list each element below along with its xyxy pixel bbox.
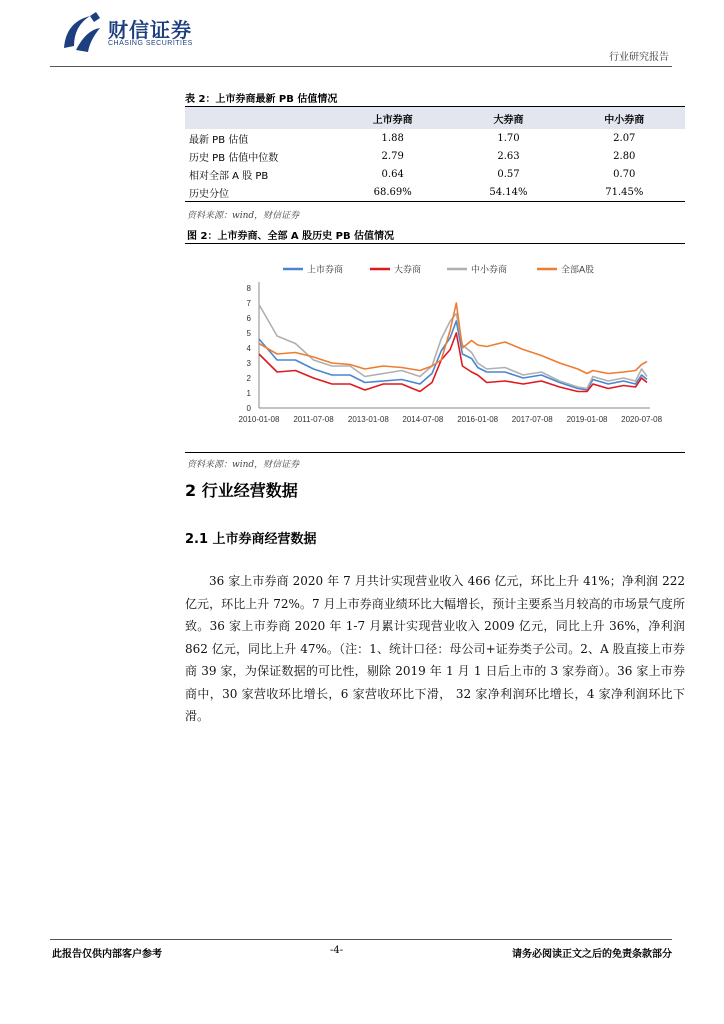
x-tick-label: 2019-01-08 xyxy=(566,415,608,424)
table-cell: 0.70 xyxy=(613,168,636,180)
table-header-cell: 大券商 xyxy=(453,107,563,130)
table-header-cell: 中小券商 xyxy=(564,107,685,130)
figure-top-rule xyxy=(185,243,685,244)
y-tick-label: 6 xyxy=(246,314,251,323)
x-tick-label: 2011-07-08 xyxy=(293,415,334,424)
section-heading: 2 行业经营数据 xyxy=(185,481,298,500)
table-cell: 2.79 xyxy=(381,150,404,162)
x-tick-label: 2013-01-08 xyxy=(347,415,389,424)
table-cell: 54.14% xyxy=(453,183,563,202)
y-tick-label: 2 xyxy=(246,374,251,383)
table-row xyxy=(185,147,685,165)
x-tick-label: 2016-01-08 xyxy=(457,415,499,424)
figure-bottom-rule xyxy=(185,452,685,453)
table-row xyxy=(185,129,685,147)
series-line xyxy=(259,303,647,374)
x-tick-label: 2010-01-08 xyxy=(238,415,280,424)
page-number: -4- xyxy=(330,945,344,956)
footer-disclaimer-right: 请务必阅读正文之后的免责条款部分 xyxy=(512,949,672,960)
y-tick-label: 1 xyxy=(246,389,251,398)
table-cell: 历史分位 xyxy=(185,183,332,202)
table-cell: 0.64 xyxy=(381,168,404,180)
y-tick-label: 7 xyxy=(246,299,251,308)
table-title: 表 2：上市券商最新 PB 估值情况 xyxy=(185,94,338,105)
footer-disclaimer-left: 此报告仅供内部客户参考 xyxy=(52,949,162,960)
series-line xyxy=(259,333,647,392)
legend-label: 中小券商 xyxy=(471,265,508,276)
table-header-row xyxy=(185,107,685,130)
table-header-cell: 上市券商 xyxy=(332,107,453,130)
y-tick-label: 3 xyxy=(246,359,251,368)
table-cell: 0.57 xyxy=(497,168,520,180)
table-cell: 1.88 xyxy=(381,132,404,144)
company-logo-icon xyxy=(60,12,102,54)
table-row xyxy=(185,165,685,183)
table-cell: 1.70 xyxy=(497,132,520,144)
table-cell: 71.45% xyxy=(564,183,685,202)
table-cell: 2.07 xyxy=(613,132,636,144)
pb-valuation-table xyxy=(185,106,685,202)
x-tick-label: 2014-07-08 xyxy=(402,415,444,424)
figure-title: 图 2：上市券商、全部 A 股历史 PB 估值情况 xyxy=(187,231,395,242)
x-tick-label: 2017-07-08 xyxy=(511,415,553,424)
y-tick-label: 4 xyxy=(246,344,251,353)
table-cell: 2.63 xyxy=(497,150,520,162)
x-tick-label: 2020-07-08 xyxy=(621,415,663,424)
y-tick-label: 8 xyxy=(246,284,251,293)
table-cell: 历史 PB 估值中位数 xyxy=(189,152,279,164)
table-cell: 相对全部 A 股 PB xyxy=(189,170,269,182)
figure-source: 资料来源：wind，财信证券 xyxy=(187,460,300,470)
table-source: 资料来源：wind，财信证券 xyxy=(187,211,300,221)
y-tick-label: 5 xyxy=(246,329,251,338)
footer-divider xyxy=(50,939,672,940)
report-type: 行业研究报告 xyxy=(609,52,669,63)
legend-label: 大券商 xyxy=(394,265,422,276)
brand-name-en: CHASING SECURITIES xyxy=(108,40,193,47)
brand-name-cn: 财信证券 xyxy=(108,18,192,42)
legend-label: 上市券商 xyxy=(307,265,344,276)
table-header-cell xyxy=(185,107,332,130)
table-cell: 2.80 xyxy=(613,150,636,162)
table-cell: 最新 PB 估值 xyxy=(189,134,249,146)
pb-history-chart xyxy=(225,256,665,436)
body-paragraph: 36 家上市券商 2020 年 7 月共计实现营业收入 466 亿元，环比上升 41%；净利润 222 亿元，环比上升 72%。7 月上市券商业绩环比大幅增长，预计主要系当月较高的市场景气度所致。36 家上市券商 2020 年 1-7 月累计实现营业收入 2009 亿元，同比上升 36%，净利润 862 亿元，同比上升 47%。（注：1、统计口径：母公司+证券类子公司。2、A 股直接上市券商 39 家，为保证数据的可比性，剔除 2019 年 1 月 1 日后上市的 3 家券商）。36 家上市券商中，30 家营收环比增长，6 家营收环比下滑， 32 家净利润环比增长，4 家净利润环比下滑。 xyxy=(185,574,685,723)
table-row xyxy=(185,183,685,202)
subsection-heading: 2.1 上市券商经营数据 xyxy=(185,532,317,547)
table-cell: 68.69% xyxy=(332,183,453,202)
y-tick-label: 0 xyxy=(246,404,251,413)
legend-label: 全部A股 xyxy=(561,265,595,276)
header-divider xyxy=(50,66,672,67)
